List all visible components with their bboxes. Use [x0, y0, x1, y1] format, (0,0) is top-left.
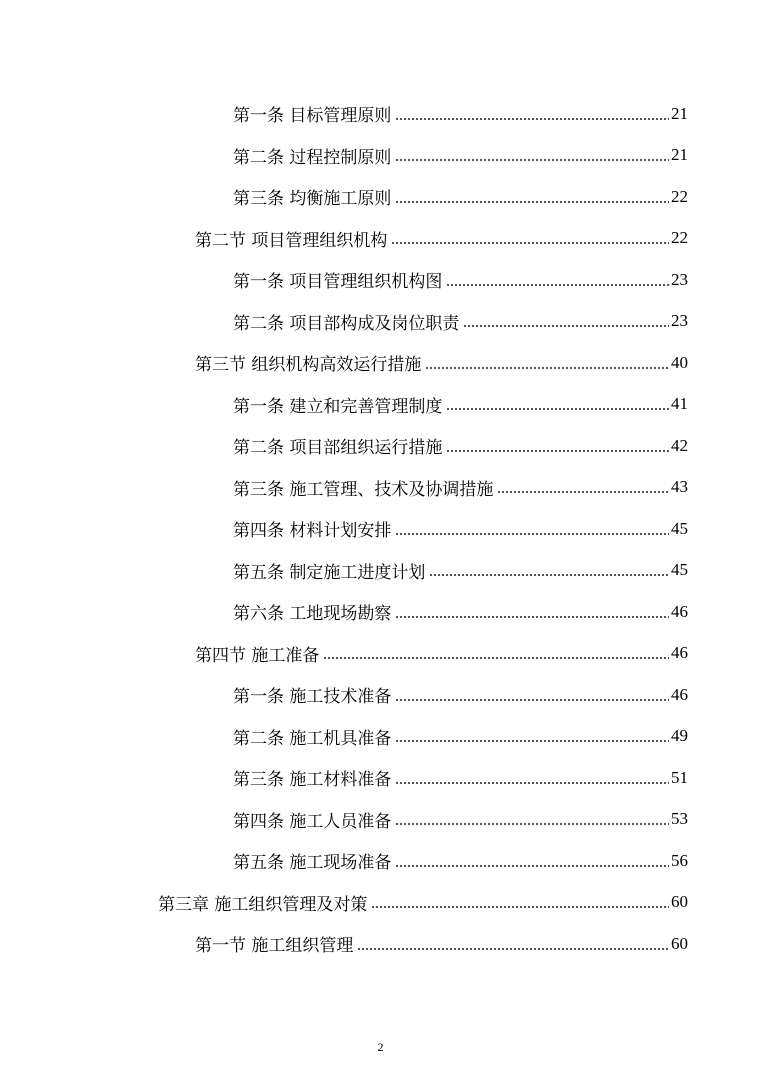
- toc-entry-title: 第二节 项目管理组织机构: [195, 230, 388, 251]
- toc-entry-page: 45: [671, 518, 688, 538]
- toc-entry-title: 第一条 目标管理原则: [233, 106, 392, 127]
- toc-entry-page: 46: [671, 684, 688, 704]
- toc-entry-title: 第三条 均衡施工原则: [233, 189, 392, 210]
- toc-entry-page: 21: [671, 145, 688, 165]
- toc-entry[interactable]: [0, 674, 761, 716]
- toc-entry-title: 第一节 施工组织管理: [195, 936, 354, 957]
- toc-entry[interactable]: [0, 840, 761, 882]
- dot-leader: [357, 948, 669, 950]
- toc-entry-title: 第四条 材料计划安排: [233, 521, 392, 542]
- toc-entry[interactable]: [0, 342, 761, 384]
- dot-leader: [395, 865, 669, 867]
- dot-leader: [395, 159, 669, 161]
- toc-entry[interactable]: [0, 633, 761, 675]
- toc-entry-page: 46: [671, 643, 688, 663]
- toc-entry-title: 第四节 施工准备: [195, 645, 320, 666]
- toc-entry[interactable]: [0, 550, 761, 592]
- toc-entry-page: 49: [671, 726, 688, 746]
- dot-leader: [395, 533, 669, 535]
- dot-leader: [371, 906, 669, 908]
- toc-entry-page: 60: [671, 892, 688, 912]
- toc-entry-title: 第一条 项目管理组织机构图: [233, 272, 443, 293]
- toc-entry-page: 40: [671, 352, 688, 372]
- toc-entry[interactable]: [0, 93, 761, 135]
- dot-leader: [391, 242, 669, 244]
- toc-entry-page: 41: [671, 394, 688, 414]
- toc-entry-title: 第六条 工地现场勘察: [233, 604, 392, 625]
- toc-entry-page: 23: [671, 311, 688, 331]
- toc-entry[interactable]: [0, 218, 761, 260]
- toc-entry-page: 46: [671, 601, 688, 621]
- toc-entry[interactable]: [0, 757, 761, 799]
- table-of-contents: [0, 93, 761, 965]
- toc-entry[interactable]: [0, 384, 761, 426]
- page-number: 2: [377, 1040, 384, 1054]
- toc-entry-title: 第三条 施工材料准备: [233, 770, 392, 791]
- toc-entry[interactable]: [0, 923, 761, 965]
- dot-leader: [395, 823, 669, 825]
- toc-entry[interactable]: [0, 176, 761, 218]
- dot-leader: [395, 616, 669, 618]
- toc-entry-title: 第三章 施工组织管理及对策: [158, 894, 368, 915]
- dot-leader: [446, 450, 669, 452]
- toc-entry-title: 第三节 组织机构高效运行措施: [195, 355, 422, 376]
- toc-entry[interactable]: [0, 591, 761, 633]
- toc-entry[interactable]: [0, 467, 761, 509]
- toc-entry-title: 第五条 施工现场准备: [233, 853, 392, 874]
- dot-leader: [395, 740, 669, 742]
- toc-entry-title: 第二条 项目部组织运行措施: [233, 438, 443, 459]
- toc-entry-page: 45: [671, 560, 688, 580]
- toc-entry[interactable]: [0, 799, 761, 841]
- toc-entry-title: 第二条 项目部构成及岗位职责: [233, 313, 460, 334]
- dot-leader: [446, 284, 669, 286]
- toc-entry-page: 23: [671, 269, 688, 289]
- toc-entry-page: 51: [671, 767, 688, 787]
- dot-leader: [395, 118, 669, 120]
- dot-leader: [395, 201, 669, 203]
- toc-entry[interactable]: [0, 425, 761, 467]
- toc-entry[interactable]: [0, 716, 761, 758]
- toc-entry[interactable]: [0, 301, 761, 343]
- toc-entry[interactable]: [0, 259, 761, 301]
- toc-entry[interactable]: [0, 508, 761, 550]
- toc-entry-title: 第三条 施工管理、技术及协调措施: [233, 479, 494, 500]
- dot-leader: [429, 574, 669, 576]
- toc-entry-page: 42: [671, 435, 688, 455]
- toc-entry-page: 21: [671, 103, 688, 123]
- dot-leader: [425, 367, 669, 369]
- dot-leader: [446, 408, 669, 410]
- toc-entry-page: 56: [671, 850, 688, 870]
- toc-entry-page: 22: [671, 228, 688, 248]
- toc-entry-page: 60: [671, 933, 688, 953]
- toc-entry-page: 22: [671, 186, 688, 206]
- dot-leader: [395, 782, 669, 784]
- toc-entry-page: 43: [671, 477, 688, 497]
- toc-entry-page: 53: [671, 809, 688, 829]
- toc-entry-title: 第五条 制定施工进度计划: [233, 562, 426, 583]
- toc-entry-title: 第一条 施工技术准备: [233, 687, 392, 708]
- dot-leader: [395, 699, 669, 701]
- toc-entry[interactable]: [0, 882, 761, 924]
- toc-entry-title: 第四条 施工人员准备: [233, 811, 392, 832]
- dot-leader: [463, 325, 669, 327]
- toc-entry-title: 第二条 施工机具准备: [233, 728, 392, 749]
- dot-leader: [497, 491, 669, 493]
- toc-entry-title: 第二条 过程控制原则: [233, 147, 392, 168]
- toc-entry[interactable]: [0, 135, 761, 177]
- toc-entry-title: 第一条 建立和完善管理制度: [233, 396, 443, 417]
- dot-leader: [323, 657, 669, 659]
